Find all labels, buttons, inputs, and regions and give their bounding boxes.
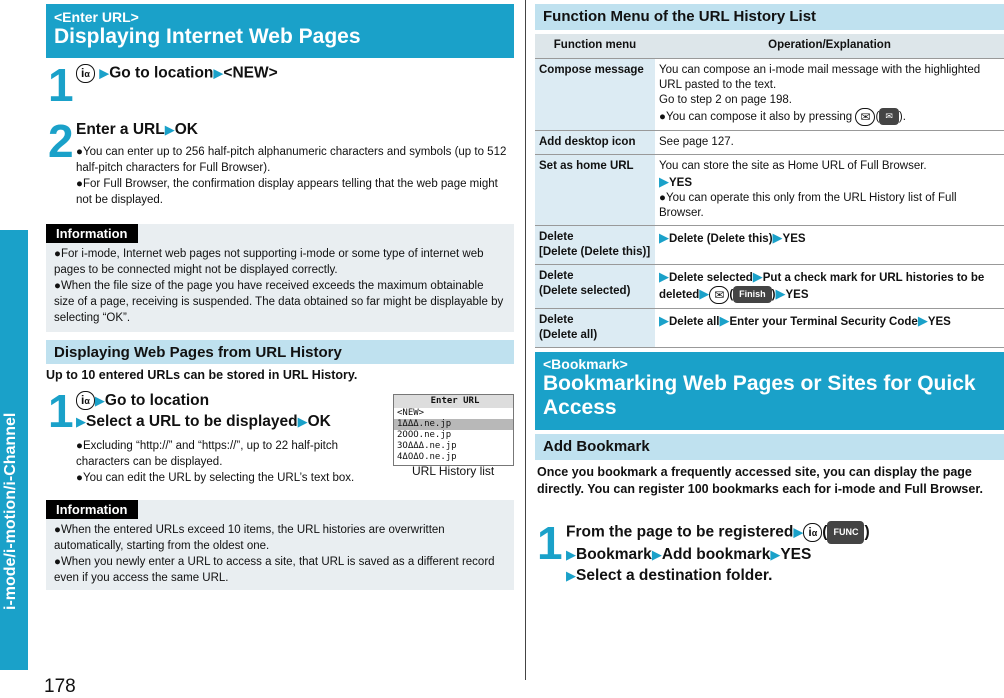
table-row: Set as home URL You can store the site as Home URL of Full Browser. ▶YES ●You can operate this only from the URL History list of Full Browser. bbox=[535, 154, 1004, 225]
section-kicker: <Enter URL> bbox=[54, 9, 139, 25]
phone-caption: URL History list bbox=[412, 464, 495, 478]
table-header: Function menu bbox=[535, 34, 655, 58]
information-tag: Information bbox=[46, 500, 138, 519]
step-3-text: iα ▶Go to location ▶Select a URL to be displayed▶OK bbox=[76, 392, 331, 430]
section-header-enter-url bbox=[46, 4, 514, 58]
information-box-1: Information ●For i-mode, Internet web pages not supporting i-mode or some type of internet web pages to be connected might not be displayed correctly. ●When the file size of the page you have received exceeds the maximum obtainable size of a page, receiving is suspended. The data obtained so far might be displayable by selecting “OK”. bbox=[46, 224, 514, 332]
step-number: 2 bbox=[48, 115, 74, 167]
mail-key-icon: ✉ bbox=[855, 108, 875, 126]
step-2-text: Enter a URL▶OK bbox=[76, 121, 198, 138]
subsection-add-bookmark: Add Bookmark bbox=[535, 434, 1004, 460]
section-kicker: <Bookmark> bbox=[543, 356, 628, 372]
table-row: Delete [Delete (Delete this)] ▶Delete (Delete this)▶YES bbox=[535, 225, 1004, 264]
section-header-url-history: Displaying Web Pages from URL History bbox=[46, 340, 514, 364]
table-row: Delete (Delete all) ▶Delete all▶Enter your Terminal Security Code▶YES bbox=[535, 308, 1004, 347]
step-number: 1 bbox=[48, 385, 74, 437]
table-row: Delete (Delete selected) ▶Delete selected▶Put a check mark for URL histories to be deleted▶ ✉ ( Finish )▶YES bbox=[535, 264, 1004, 308]
imode-key-icon: iα bbox=[76, 64, 95, 83]
step-2-notes: ●You can enter up to 256 half-pitch alphanumeric characters and symbols (up to 512 half-pitch characters for Full Browser). ●For Full Browser, the confirmation display appears telling that the web page might not be displayed. bbox=[76, 146, 507, 206]
step-number: 1 bbox=[537, 517, 563, 569]
step-number: 1 bbox=[48, 59, 74, 111]
table-header: Operation/Explanation bbox=[655, 34, 1004, 58]
bookmark-intro: Once you bookmark a frequently accessed site, you can display the page directly. You can register 100 bookmarks each for i-mode and Full Browser. bbox=[537, 465, 983, 496]
phone-screen-url-history: Enter URL <NEW> 1ΔΔΔ.ne.jp 2ΟΟΟ.ne.jp 3ΟΔΔΔ.ne.jp 4ΔΟΔΟ.ne.jp bbox=[393, 394, 514, 466]
url-history-intro: Up to 10 entered URLs can be stored in URL History. bbox=[46, 368, 358, 382]
finish-softkey-icon: Finish bbox=[733, 286, 772, 303]
side-tab bbox=[0, 0, 28, 697]
information-box-2: Information ●When the entered URLs exceed 10 items, the URL histories are overwritten automatically, starting from the oldest one. ●When you newly enter a URL to access a site, that URL is saved as a different record even if you access the same URL. bbox=[46, 500, 514, 590]
section-title: Displaying Internet Web Pages bbox=[54, 25, 361, 48]
step-3-notes: ●Excluding “http://” and “https://”, up to 22 half-pitch characters can be displayed. ●You can edit the URL by selecting the URL’s text box. bbox=[76, 440, 355, 484]
page-number: 178 bbox=[44, 676, 76, 697]
table-row: Add desktop icon See page 127. bbox=[535, 130, 1004, 154]
bookmark-step-text: From the page to be registered▶ iα ( FUNC ) ▶Bookmark▶Add bookmark▶YES ▶Select a destination folder. bbox=[566, 521, 870, 586]
column-divider bbox=[525, 0, 526, 680]
table-row: Compose message You can compose an i-mode mail message with the highlighted URL pasted to the text. Go to step 2 on page 198. ●You can compose it also by pressing ✉ ( ✉ ). bbox=[535, 58, 1004, 130]
section-header-function-menu: Function Menu of the URL History List bbox=[535, 4, 1004, 30]
side-tab-label: i-mode/i-motion/i-Channel bbox=[2, 412, 19, 610]
function-menu-table bbox=[535, 34, 1004, 348]
section-header-bookmark bbox=[535, 352, 1004, 430]
mail-key-icon: ✉ bbox=[709, 286, 729, 304]
func-softkey-icon: FUNC bbox=[827, 521, 864, 544]
imode-key-icon: iα bbox=[76, 391, 95, 410]
information-tag: Information bbox=[46, 224, 138, 243]
step-1-text: iα ▶Go to location▶<NEW> bbox=[76, 64, 278, 83]
imode-key-icon: iα bbox=[803, 523, 822, 542]
mail-softkey-icon: ✉ bbox=[879, 108, 899, 125]
section-title: Bookmarking Web Pages or Sites for Quick Access bbox=[543, 372, 976, 420]
